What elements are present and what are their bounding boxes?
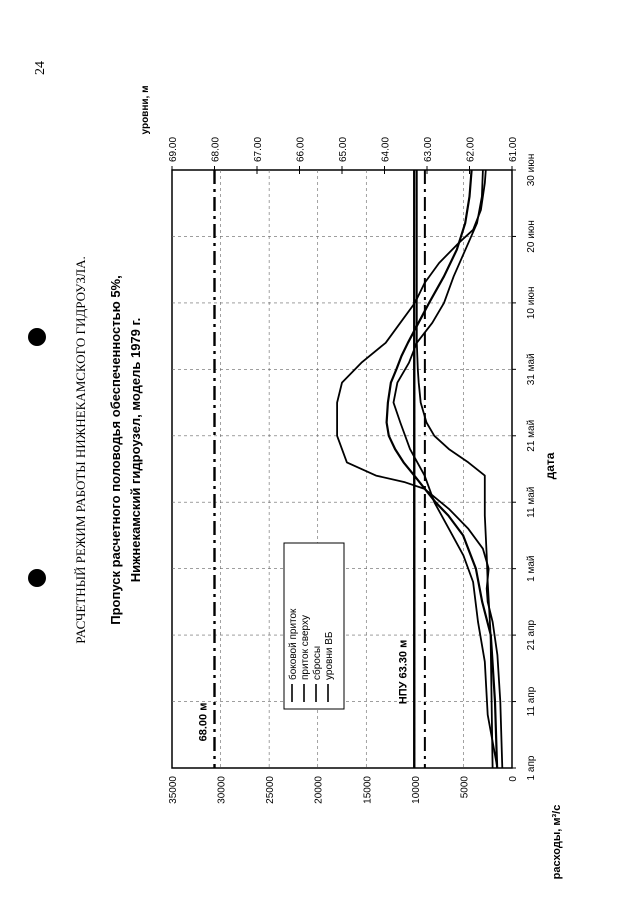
- series-line-1: [417, 170, 493, 768]
- right-tick-label: 65.00: [338, 136, 349, 162]
- x-tick-label: 1 апр: [526, 755, 537, 781]
- legend: [284, 543, 344, 709]
- right-tick-label: 68.00: [210, 136, 222, 162]
- x-tick-label: 11 май: [526, 486, 537, 518]
- left-tick-label: 20000: [313, 776, 325, 804]
- x-tick-label: 21 апр: [526, 619, 537, 651]
- x-tick-label: 30 июн: [526, 153, 537, 187]
- right-tick-label: 66.00: [295, 136, 307, 162]
- legend-label: боковой приток: [288, 608, 299, 680]
- left-tick-labels: [168, 776, 519, 804]
- x-tick-label: 21 май: [526, 419, 537, 452]
- legend-label: уровни ВБ: [324, 631, 335, 680]
- x-tick-label: 11 апр: [526, 686, 537, 717]
- legend-label: сбросы: [312, 645, 323, 680]
- binder-hole-bottom: [28, 569, 46, 587]
- left-tick-label: 10000: [410, 776, 422, 804]
- x-tick-label: 10 июн: [526, 286, 537, 320]
- chart-title-line1: Пропуск расчетного половодья обеспеченностью 5%,: [108, 275, 123, 625]
- right-tick-labels: [168, 137, 519, 174]
- series-lines: [337, 170, 502, 768]
- reference-label-68: 68.00 м: [197, 702, 210, 742]
- right-tick-label: 64.00: [380, 136, 392, 162]
- x-tick-label: 20 июн: [526, 220, 537, 253]
- right-tick-label: 67.00: [253, 136, 264, 162]
- binder-hole-top: [28, 328, 46, 346]
- legend-label: приток сверху: [300, 615, 311, 680]
- reference-label-npu: НПУ 63.30 м: [397, 639, 410, 705]
- page-number: 24: [33, 61, 48, 75]
- left-tick-label: 30000: [216, 776, 228, 804]
- left-tick-label: 25000: [265, 776, 277, 804]
- page-heading: РАСЧЕТНЫЙ РЕЖИМ РАБОТЫ НИЖНЕКАМСКОГО ГИДРОУЗЛА.: [73, 256, 88, 644]
- right-tick-label: 61.00: [508, 136, 519, 162]
- left-axis-label: расходы, м³/с: [551, 804, 563, 880]
- left-tick-label: 5000: [459, 776, 471, 799]
- left-tick-label: 15000: [362, 776, 374, 804]
- x-axis-label: дата: [543, 452, 557, 480]
- left-tick-label: 35000: [168, 776, 179, 804]
- x-tick-label: 1 май: [526, 555, 537, 582]
- left-tick-label: 0: [508, 776, 519, 782]
- right-tick-label: 63.00: [423, 136, 434, 162]
- right-axis-label: уровни, м: [140, 85, 151, 135]
- x-tick-labels: [512, 154, 537, 781]
- right-tick-label: 62.00: [465, 136, 477, 162]
- x-tick-label: 31 май: [526, 353, 537, 386]
- right-tick-label: 69.00: [168, 136, 179, 162]
- chart-title-line2: Нижнекамский гидроузел, модель 1979 г.: [128, 317, 143, 583]
